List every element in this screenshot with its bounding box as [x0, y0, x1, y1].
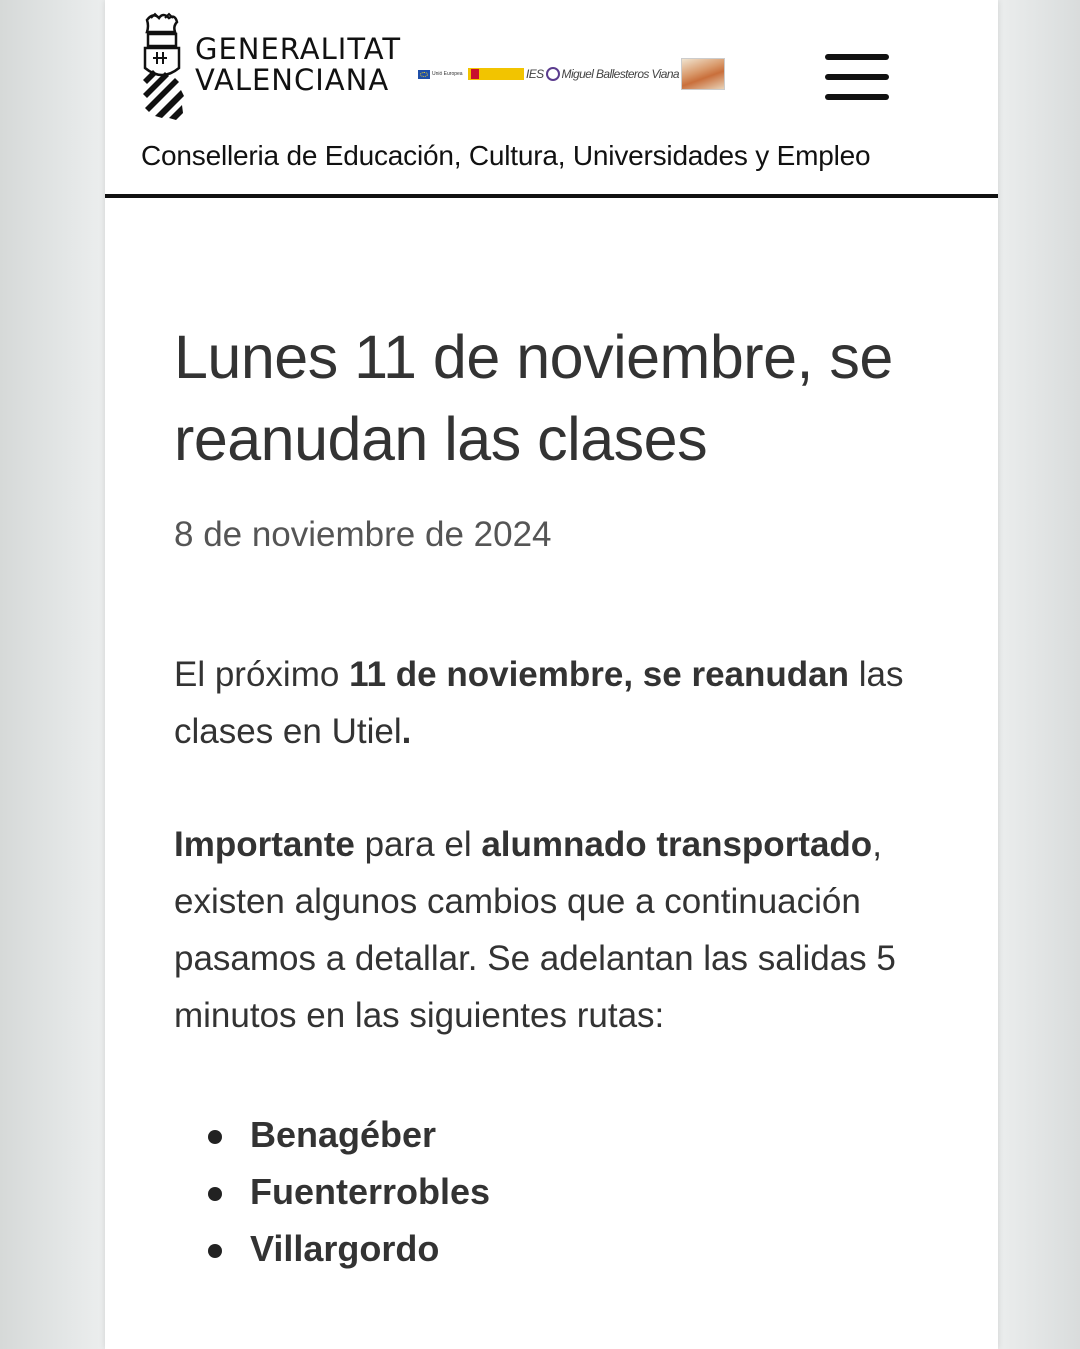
- site-header: [105, 0, 998, 200]
- paragraph-text: , existen algunos cambios que a continuación pasamos a detallar. Se adelantan las salidas 5 minutos en las siguientes rutas:: [174, 825, 896, 1035]
- generalitat-wordmark: [195, 34, 401, 96]
- route-item: Benagéber: [250, 1106, 944, 1163]
- paragraph-text: El próximo: [174, 655, 350, 694]
- eu-logo-text: Unió Europea: [432, 71, 463, 77]
- article-title: Lunes 11 de noviembre, se reanudan las clases: [174, 323, 893, 473]
- org-name-line2: VALENCIANA: [195, 63, 390, 97]
- paragraph-bold: .: [401, 712, 412, 751]
- page-card: [105, 0, 998, 1349]
- conselleria-subtitle: Conselleria de Educación, Cultura, Universidades y Empleo: [141, 140, 871, 171]
- school-logo: [526, 67, 679, 81]
- paragraph-text: las clases en Utiel: [174, 655, 904, 751]
- article-date: 8 de noviembre de 2024: [174, 515, 552, 554]
- eu-flag-icon: [418, 70, 430, 79]
- article-content: [174, 316, 944, 1277]
- paragraph-bold: 11 de noviembre, se reanudan: [349, 655, 849, 694]
- paragraph-bold: alumnado transportado: [481, 825, 873, 864]
- school-seal-icon: [546, 67, 560, 81]
- generalitat-coat-of-arms-icon: [139, 12, 185, 120]
- hamburger-menu-icon[interactable]: [825, 54, 889, 102]
- header-divider: [105, 194, 998, 198]
- article-paragraph-1: [174, 646, 944, 760]
- partner-logos: [418, 58, 725, 90]
- article-paragraph-2: [174, 816, 944, 1044]
- paragraph-text: para el: [354, 825, 482, 864]
- org-name-line1: GENERALITAT: [195, 32, 402, 66]
- spain-government-logo: [468, 68, 524, 80]
- route-item: Villargordo: [250, 1220, 944, 1277]
- paragraph-bold: Importante: [174, 825, 355, 864]
- school-building-image: [681, 58, 725, 90]
- school-prefix: IES: [526, 67, 544, 81]
- route-item: Fuenterrobles: [250, 1163, 944, 1220]
- school-name: Miguel Ballesteros Viana: [561, 67, 680, 81]
- eu-logo: [418, 67, 464, 81]
- routes-list: [174, 1106, 944, 1277]
